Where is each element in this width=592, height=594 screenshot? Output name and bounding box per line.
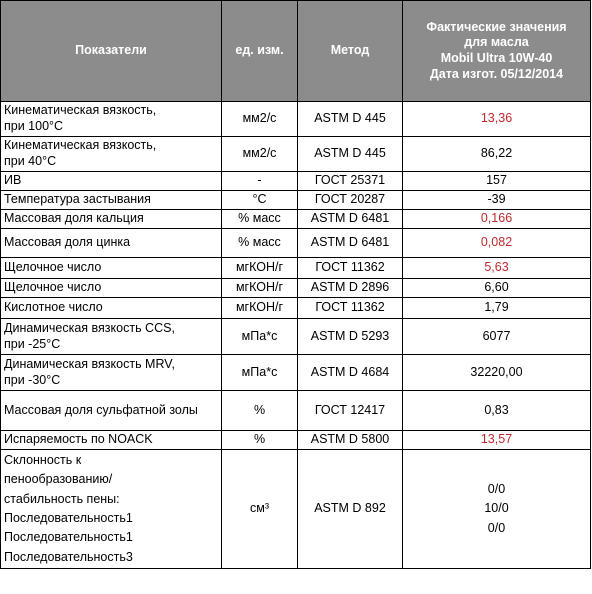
value-cell: -39 (403, 191, 591, 210)
param-name (1, 319, 222, 355)
unit-cell: см³ (222, 450, 298, 569)
method-cell: ГОСТ 11362 (298, 298, 403, 319)
param-name (1, 391, 222, 431)
param-name (1, 102, 222, 137)
method-cell: ASTM D 5293 (298, 319, 403, 355)
value-cell (403, 450, 591, 569)
param-name-line: Кинематическая вязкость, (4, 103, 157, 118)
unit-cell: °С (222, 191, 298, 210)
param-name-line: Динамическая вязкость CCS, (4, 320, 175, 335)
param-name (1, 279, 222, 298)
table-row (1, 298, 591, 319)
unit-cell: мгКОН/г (222, 279, 298, 298)
method-cell: ГОСТ 12417 (298, 391, 403, 431)
param-name-line: Щелочное число (4, 260, 102, 275)
param-name-line: пенообразованию/ (4, 472, 113, 487)
param-name-line: Последовательность1 (4, 530, 133, 545)
unit-cell: % (222, 431, 298, 450)
table-row (1, 172, 591, 191)
param-name-line: Склонность к (4, 452, 82, 467)
unit-cell: % (222, 391, 298, 431)
param-name (1, 258, 222, 279)
value-cell-highlighted: 0,166 (403, 210, 591, 229)
param-name (1, 355, 222, 391)
table-row (1, 229, 591, 258)
value-cell: 86,22 (403, 137, 591, 172)
unit-cell: - (222, 172, 298, 191)
param-name-line: при 40°С (4, 154, 57, 168)
value-cell-highlighted: 5,63 (403, 258, 591, 279)
param-name-line: при -25°С (4, 336, 61, 351)
header-row (1, 1, 591, 102)
header-method: Метод (298, 1, 403, 102)
unit-cell: % масс (222, 210, 298, 229)
unit-cell: мгКОН/г (222, 298, 298, 319)
header-value-line: Дата изгот. 05/12/2014 (429, 66, 564, 81)
unit-cell: мПа*с (222, 355, 298, 391)
table-row (1, 355, 591, 391)
value-cell: 1,79 (403, 298, 591, 319)
param-name (1, 137, 222, 172)
param-name (1, 191, 222, 210)
value-cell: 0,83 (403, 391, 591, 431)
param-name-line: Массовая доля сульфатной золы (4, 402, 198, 417)
header-value-line: для масла (464, 35, 529, 50)
value-cell-highlighted: 0,082 (403, 229, 591, 258)
value-cell: 32220,00 (403, 355, 591, 391)
value-cell: 6,60 (403, 279, 591, 298)
param-name-line: стабильность пены: (4, 491, 120, 506)
value-cell-highlighted: 13,36 (403, 102, 591, 137)
param-name (1, 229, 222, 258)
param-name-line: Динамическая вязкость MRV, (4, 356, 175, 371)
param-name-line: Массовая доля цинка (4, 235, 131, 250)
value-cell: 157 (403, 172, 591, 191)
param-name-line: при -30°С (4, 372, 61, 387)
param-name-line: Массовая доля кальция (4, 211, 144, 226)
param-name-line: Кинематическая вязкость, (4, 138, 157, 153)
unit-cell: мм2/с (222, 137, 298, 172)
param-name (1, 210, 222, 229)
table-row (1, 102, 591, 137)
unit-cell: мгКОН/г (222, 258, 298, 279)
header-param: Показатели (1, 1, 222, 102)
value-line: 0/0 (487, 520, 506, 535)
table-row (1, 210, 591, 229)
method-cell: ASTM D 4684 (298, 355, 403, 391)
method-cell: ГОСТ 25371 (298, 172, 403, 191)
value-line: 10/0 (484, 501, 509, 516)
method-cell: ASTM D 6481 (298, 210, 403, 229)
unit-cell: мм2/с (222, 102, 298, 137)
method-cell: ГОСТ 11362 (298, 258, 403, 279)
table-row (1, 258, 591, 279)
header-value (403, 1, 591, 102)
method-cell: ASTM D 5800 (298, 431, 403, 450)
param-name-line: при 100°С (4, 119, 64, 133)
header-unit: ед. изм. (222, 1, 298, 102)
table-row (1, 431, 591, 450)
param-name-line: ИВ (4, 173, 22, 188)
table-row (1, 391, 591, 431)
method-cell: ASTM D 445 (298, 102, 403, 137)
param-name-line: Испаряемость по NOACK (4, 432, 153, 447)
param-name-line: Щелочное число (4, 280, 102, 295)
unit-cell: % масс (222, 229, 298, 258)
param-name (1, 450, 222, 569)
param-name-line: Кислотное число (4, 300, 103, 315)
param-name (1, 172, 222, 191)
method-cell: ASTM D 6481 (298, 229, 403, 258)
method-cell: ASTM D 445 (298, 137, 403, 172)
table-body (1, 102, 591, 569)
header-value-line: Фактические значения (426, 19, 567, 34)
param-name (1, 431, 222, 450)
param-name-line: Последовательность1 (4, 511, 133, 525)
value-line: 0/0 (487, 481, 506, 496)
method-cell: ГОСТ 20287 (298, 191, 403, 210)
table-row (1, 319, 591, 355)
table-row (1, 191, 591, 210)
unit-cell: мПа*с (222, 319, 298, 355)
param-name-line: Последовательность3 (4, 549, 133, 564)
table-row (1, 137, 591, 172)
value-cell-highlighted: 13,57 (403, 431, 591, 450)
table-row-foam (1, 450, 591, 569)
param-name (1, 298, 222, 319)
param-name-line: Температура застывания (4, 192, 151, 207)
header-value-line: Mobil Ultra 10W-40 (440, 51, 553, 65)
method-cell: ASTM D 2896 (298, 279, 403, 298)
table-row (1, 279, 591, 298)
value-cell: 6077 (403, 319, 591, 355)
method-cell: ASTM D 892 (298, 450, 403, 569)
